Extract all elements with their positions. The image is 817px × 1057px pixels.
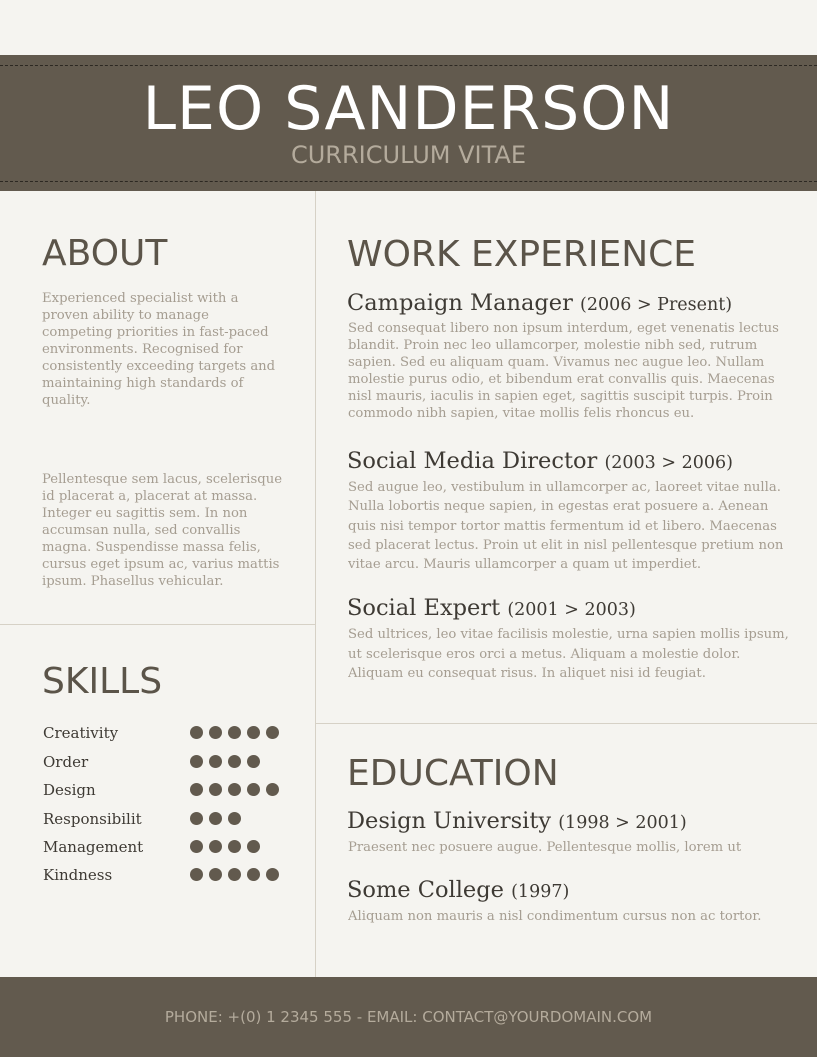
skill-dot	[209, 726, 222, 739]
job-years: (2006 > Present)	[580, 295, 733, 315]
education-description: Aliquam non mauris a nisl condimentum cursus non ac tortor.	[348, 909, 762, 924]
skill-dot	[228, 840, 241, 853]
skill-name: Kindness	[43, 866, 113, 884]
job-title-text: Campaign Manager	[347, 290, 573, 316]
skill-dot	[247, 868, 260, 881]
skill-dot	[209, 783, 222, 796]
job-title	[347, 447, 733, 477]
education-description: Praesent nec posuere augue. Pellentesque mollis, lorem ut	[348, 840, 742, 855]
skills-heading: SKILLS	[42, 661, 163, 702]
skill-dot	[209, 812, 222, 825]
skill-row	[43, 837, 293, 857]
about-paragraph-2: Pellentesque sem lacus, scelerisque id placerat a, placerat at massa. Integer eu sagittis sem. In non accumsan nulla, sed convallis magna. Suspendisse massa felis, cursus eget ipsum ac, varius mattis ipsum. Phasellus vehicular.	[42, 472, 283, 589]
skill-dot	[247, 783, 260, 796]
work-experience-heading: WORK EXPERIENCE	[347, 234, 697, 275]
skill-dot	[228, 726, 241, 739]
education-title	[347, 807, 687, 837]
column-divider	[315, 191, 316, 977]
skill-dot	[247, 726, 260, 739]
job-description: Sed augue leo, vestibulum in ullamcorper ac, laoreet vitae nulla. Nulla lobortis neque sapien, in egestas erat posuere a. Aenean quis nisi tempor tortor mattis fermentum id et libero. Maecenas sed placerat lectus. Proin ut elit in nisl pellentesque pretium non vitae arcu. Mauris ullamcorper a quam ut imperdiet.	[348, 480, 784, 573]
skill-dot	[190, 812, 203, 825]
skill-name: Order	[43, 753, 89, 771]
education-title-text: Some College	[347, 877, 504, 903]
work-education-divider	[316, 723, 817, 724]
job-title-text: Social Expert	[347, 595, 501, 621]
skill-dot	[190, 726, 203, 739]
skill-dot	[190, 868, 203, 881]
skill-dot	[247, 755, 260, 768]
job-title	[347, 289, 732, 319]
document-subtitle: CURRICULUM VITAE	[290, 141, 527, 169]
job-description: Sed ultrices, leo vitae facilisis molestie, urna sapien mollis ipsum, ut scelerisque eros orci a metus. Aliquam a molestie dolor. Aliquam eu consequat risus. In aliquet nisi id feugiat.	[348, 627, 789, 681]
job-title	[347, 594, 636, 624]
skill-name: Responsibilit	[43, 810, 142, 828]
skill-dot	[209, 840, 222, 853]
skill-dot	[228, 755, 241, 768]
job-description: Sed consequat libero non ipsum interdum, eget venenatis lectus blandit. Proin nec leo ullamcorper, molestie nibh sed, rutrum sapien. Sed eu aliquam quam. Vivamus nec augue leo. Nullam molestie purus odio, et bibendum erat convallis quis. Maecenas nisl mauris, iaculis in sapien eget, sagittis suscipit turpis. Proin commodo nibh sapien, vitae mollis felis rhoncus eu.	[348, 321, 779, 421]
about-heading: ABOUT	[42, 233, 168, 274]
education-title-text: Design University	[347, 808, 552, 834]
person-name: LEO SANDERSON	[142, 74, 675, 144]
skill-name: Creativity	[43, 724, 119, 742]
skill-dot	[190, 755, 203, 768]
skill-dot	[266, 868, 279, 881]
education-years: (1997)	[511, 882, 570, 902]
contact-info: PHONE: +(0) 1 2345 555 - EMAIL: CONTACT@YOURDOMAIN.COM	[164, 1008, 653, 1026]
skill-name: Design	[43, 781, 96, 799]
skill-dot	[228, 868, 241, 881]
skill-row	[43, 723, 293, 743]
about-skills-divider	[0, 624, 316, 625]
skill-dot	[266, 783, 279, 796]
skill-dot	[228, 783, 241, 796]
skill-dot	[209, 755, 222, 768]
education-years: (1998 > 2001)	[558, 813, 687, 833]
skill-dot	[228, 812, 241, 825]
skill-dot	[190, 783, 203, 796]
header-dashed-line-bottom	[0, 181, 817, 182]
footer-banner	[0, 977, 817, 1057]
skill-name: Management	[43, 838, 144, 856]
skill-dot	[209, 868, 222, 881]
skill-dot	[247, 840, 260, 853]
job-years: (2003 > 2006)	[604, 453, 733, 473]
header-dashed-line-top	[0, 65, 817, 66]
job-title-text: Social Media Director	[347, 448, 598, 474]
skill-dot	[266, 726, 279, 739]
skill-dot	[190, 840, 203, 853]
skill-row	[43, 865, 293, 885]
skill-row	[43, 780, 293, 800]
education-heading: EDUCATION	[347, 753, 559, 794]
skill-row	[43, 809, 293, 829]
header-banner	[0, 55, 817, 191]
job-years: (2001 > 2003)	[507, 600, 636, 620]
skill-row	[43, 752, 293, 772]
education-title	[347, 876, 569, 906]
about-paragraph-1: Experienced specialist with a proven ability to manage competing priorities in fast-paced environments. Recognised for consistently exceeding targets and maintaining high standards of quality.	[42, 291, 276, 408]
